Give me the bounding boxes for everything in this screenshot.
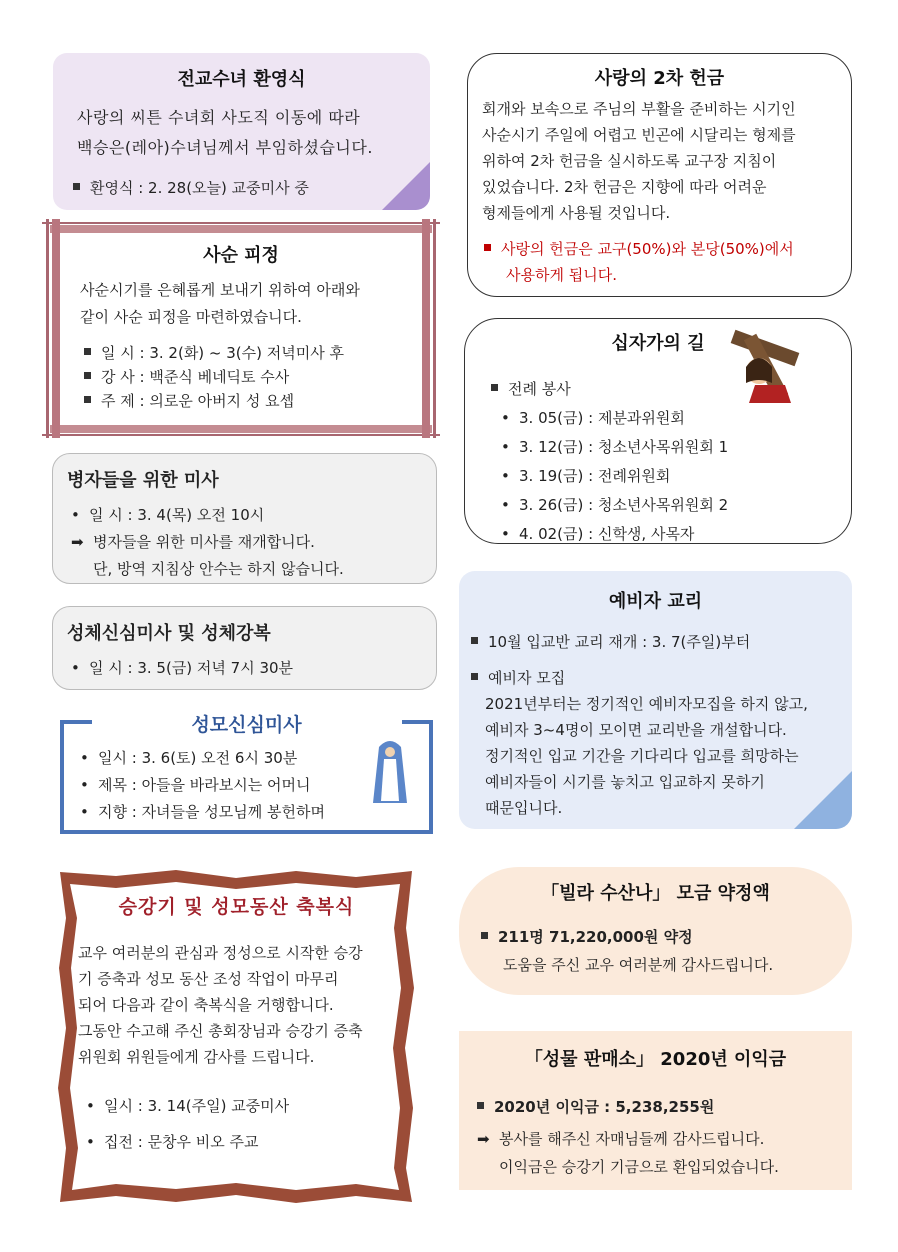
bullet-square-icon [84, 348, 91, 355]
stations-item: 3. 26(금) : 청소년사목위원회 2 [519, 496, 729, 514]
collection-body-line: 형제들에게 사용될 것입니다. [482, 204, 671, 222]
retreat-body-line: 사순시기를 은혜롭게 보내기 위하여 아래와 [80, 281, 360, 299]
bullet-square-icon [84, 372, 91, 379]
collection-box [467, 53, 852, 297]
bullet-dot-icon: • [501, 438, 510, 456]
stations-item: 4. 02(금) : 신학생, 사목자 [519, 525, 695, 543]
bullet-square-icon [491, 384, 498, 391]
collection-body-line: 있었습니다. 2차 헌금은 지향에 따라 어려운 [482, 178, 767, 196]
shop-line: 봉사를 해주신 자매님들께 감사드립니다. [499, 1130, 765, 1148]
collection-note: 사용하게 됩니다. [506, 266, 617, 284]
bullet-dot-icon: • [80, 803, 89, 821]
bullet-dot-icon: • [71, 506, 80, 524]
catechumen-body-line: 예비자 3~4명이 모이면 교리반을 개설합니다. [485, 721, 787, 739]
sick-mass-box [52, 453, 437, 584]
villa-title: 「빌라 수산나」 모금 약정액 [541, 883, 770, 904]
bullet-square-icon [73, 183, 80, 190]
jesus-cross-icon [725, 327, 801, 403]
mary-statue-icon [369, 739, 411, 807]
bullet-square-icon [481, 932, 488, 939]
sacred-heart-title: 성체신심미사 및 성체강복 [67, 623, 271, 644]
bullet-square-icon [84, 396, 91, 403]
retreat-title: 사순 피정 [203, 245, 279, 266]
collection-body-line: 회개와 보속으로 주님의 부활을 준비하는 시기인 [482, 100, 796, 118]
stations-item: 3. 05(금) : 제분과위원회 [519, 409, 685, 427]
bullet-dot-icon: • [86, 1097, 95, 1115]
catechumen-body-line: 때문입니다. [485, 799, 563, 817]
corner-decoration [794, 771, 852, 829]
catechumen-title: 예비자 교리 [608, 591, 703, 612]
stations-item: 3. 19(금) : 전례위원회 [519, 467, 671, 485]
catechumen-item: 예비자 모집 [488, 669, 566, 687]
catechumen-box [459, 571, 852, 829]
welcome-body-line: 백승은(레아)수녀님께서 부임하셨습니다. [77, 138, 373, 157]
sick-mass-line: 단, 방역 지침상 안수는 하지 않습니다. [93, 560, 344, 578]
shop-line: 이익금은 승강기 기금으로 환입되었습니다. [499, 1158, 779, 1176]
stations-item: 3. 12(금) : 청소년사목위원회 1 [519, 438, 729, 456]
collection-body-line: 위하여 2차 헌금을 실시하도록 교구장 지침이 [482, 152, 777, 170]
welcome-box [53, 53, 430, 210]
bullet-dot-icon: • [80, 749, 89, 767]
welcome-body-line: 사랑의 씨튼 수녀회 사도직 이동에 따라 [77, 108, 361, 127]
marian-mass-item: 제목 : 아들을 바라보시는 어머니 [98, 776, 311, 794]
catechumen-body-line: 예비자들이 시기를 놓치고 입교하지 못하기 [485, 773, 765, 791]
arrow-right-icon: ➡ [477, 1130, 490, 1148]
sacred-heart-box [52, 606, 437, 690]
blessing-box [56, 868, 417, 1205]
sick-mass-title: 병자들을 위한 미사 [67, 470, 219, 491]
bullet-square-icon [484, 244, 491, 251]
stations-title: 십자가의 길 [611, 333, 705, 354]
blessing-title: 승강기 및 성모동산 축복식 [118, 896, 355, 918]
collection-title: 사랑의 2차 헌금 [594, 68, 725, 89]
bullet-dot-icon: • [501, 525, 510, 543]
collection-note: 사랑의 헌금은 교구(50%)와 본당(50%)에서 [501, 240, 794, 258]
marian-mass-box [60, 714, 433, 835]
retreat-item: 주 제 : 의로운 아버지 성 요셉 [101, 392, 295, 410]
catechumen-body-line: 정기적인 입교 기간을 기다리다 입교를 희망하는 [485, 747, 799, 765]
blessing-body-line: 되어 다음과 같이 축복식을 거행합니다. [78, 996, 334, 1014]
retreat-item: 일 시 : 3. 2(화) ~ 3(수) 저녁미사 후 [101, 344, 344, 362]
bullet-square-icon [471, 673, 478, 680]
marian-mass-item: 지향 : 자녀들을 성모님께 봉헌하며 [98, 803, 325, 821]
collection-body-line: 사순시기 주일에 어렵고 빈곤에 시달리는 형제를 [482, 126, 796, 144]
blessing-body-line: 교우 여러분의 관심과 정성으로 시작한 승강 [78, 944, 363, 962]
blessing-item: 집전 : 문창우 비오 주교 [104, 1133, 259, 1151]
bullet-dot-icon: • [86, 1133, 95, 1151]
sick-mass-date: 일 시 : 3. 4(목) 오전 10시 [89, 506, 265, 524]
bullet-dot-icon: • [501, 467, 510, 485]
welcome-item: 환영식 : 2. 28(오늘) 교중미사 중 [90, 179, 309, 197]
catechumen-item: 10월 입교반 교리 재개 : 3. 7(주일)부터 [488, 633, 751, 651]
bullet-dot-icon: • [501, 496, 510, 514]
stations-header: 전례 봉사 [508, 380, 571, 398]
retreat-body-line: 같이 사순 피정을 마련하였습니다. [80, 308, 302, 326]
shop-amount: 2020년 이익금 : 5,238,255원 [494, 1098, 715, 1116]
villa-thanks: 도움을 주신 교우 여러분께 감사드립니다. [503, 956, 774, 974]
shop-title: 「성물 판매소」 2020년 이익금 [524, 1049, 787, 1070]
shop-box [459, 1031, 852, 1190]
bullet-square-icon [471, 637, 478, 644]
corner-decoration [382, 162, 430, 210]
sick-mass-line: 병자들을 위한 미사를 재개합니다. [93, 533, 315, 551]
retreat-item: 강 사 : 백준식 베네딕토 수사 [101, 368, 290, 386]
blessing-body-line: 기 증축과 성모 동산 조성 작업이 마무리 [78, 970, 339, 988]
blessing-item: 일시 : 3. 14(주일) 교중미사 [104, 1097, 290, 1115]
villa-amount: 211명 71,220,000원 약정 [498, 928, 693, 946]
marian-mass-item: 일시 : 3. 6(토) 오전 6시 30분 [98, 749, 298, 767]
bullet-square-icon [477, 1102, 484, 1109]
bullet-dot-icon: • [501, 409, 510, 427]
blessing-body-line: 그동안 수고해 주신 총회장님과 승강기 증축 [78, 1022, 363, 1040]
villa-box [459, 867, 852, 995]
stations-box [464, 318, 852, 544]
bullet-dot-icon: • [71, 659, 80, 677]
marian-mass-title: 성모신심미사 [60, 710, 433, 737]
bullet-dot-icon: • [80, 776, 89, 794]
catechumen-body-line: 2021년부터는 정기적인 예비자모집을 하지 않고, [485, 695, 808, 713]
welcome-title: 전교수녀 환영식 [177, 69, 306, 90]
blessing-body-line: 위원회 위원들에게 감사를 드립니다. [78, 1048, 315, 1066]
sacred-heart-date: 일 시 : 3. 5(금) 저녁 7시 30분 [89, 659, 294, 677]
retreat-box [42, 219, 440, 438]
arrow-right-icon: ➡ [71, 533, 84, 551]
